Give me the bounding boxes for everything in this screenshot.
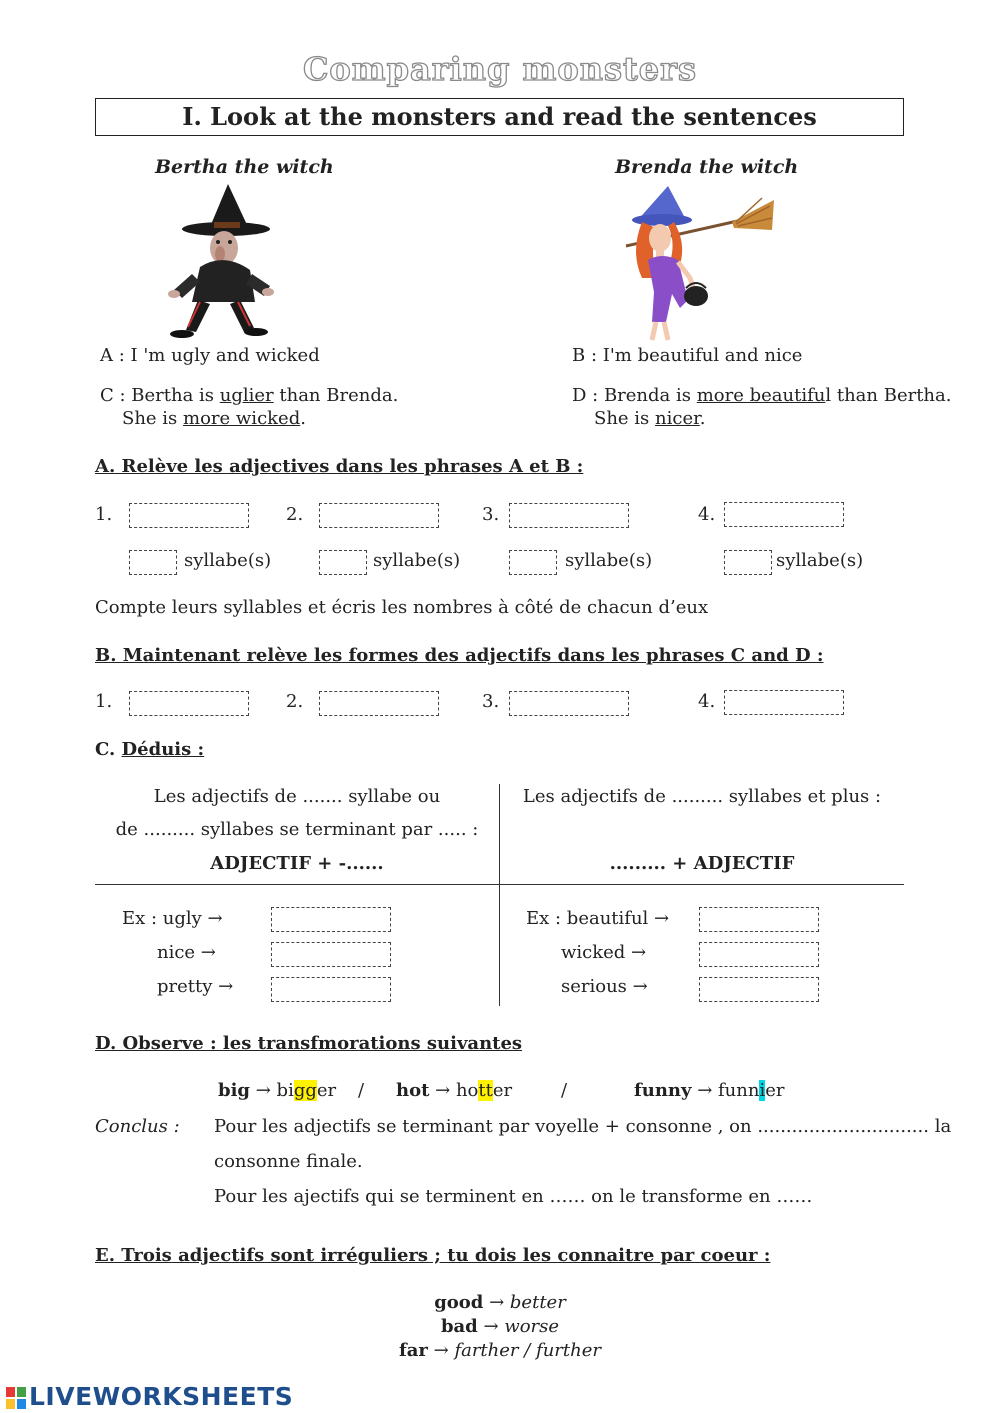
rule-right-formula: ......... + ADJECTIF bbox=[609, 853, 795, 874]
page-title: Comparing monsters bbox=[302, 50, 698, 88]
sentence-d: D : Brenda is more beautiful than Bertha. bbox=[572, 385, 952, 406]
answer-ugly[interactable] bbox=[271, 907, 391, 932]
syllable-count-2[interactable] bbox=[319, 550, 367, 575]
rule-left-line1: Les adjectifs de ....... syllabe ou bbox=[153, 786, 441, 807]
part-b-answer-2[interactable] bbox=[319, 691, 439, 716]
irregular-good: good → better bbox=[434, 1292, 566, 1313]
syllabe-label-2: syllabe(s) bbox=[373, 550, 461, 571]
rule-left-line2: de ......... syllabes se terminant par ..... : bbox=[115, 819, 479, 840]
part-a-number-4: 4. bbox=[698, 504, 716, 525]
part-b-number-3: 3. bbox=[482, 691, 500, 712]
answer-pretty[interactable] bbox=[271, 977, 391, 1002]
bertha-witch-illustration bbox=[160, 182, 280, 342]
irregular-bad: bad → worse bbox=[440, 1316, 560, 1337]
part-b-number-1: 1. bbox=[95, 691, 113, 712]
answer-serious[interactable] bbox=[699, 977, 819, 1002]
sentence-c: C : Bertha is uglier than Brenda. bbox=[100, 385, 399, 406]
brenda-witch-illustration bbox=[622, 182, 778, 342]
part-b-heading: B. Maintenant relève les formes des adjectifs dans les phrases C and D : bbox=[95, 645, 824, 666]
irregular-far: far → farther / further bbox=[399, 1340, 601, 1361]
separator-1: / bbox=[358, 1080, 365, 1101]
example-wicked: wicked → bbox=[561, 942, 647, 963]
part-b-number-2: 2. bbox=[286, 691, 304, 712]
part-d-heading: D. Observe : les transfmorations suivantes bbox=[95, 1033, 523, 1054]
part-b-answer-1[interactable] bbox=[129, 691, 249, 716]
syllabe-label-1: syllabe(s) bbox=[184, 550, 272, 571]
answer-beautiful[interactable] bbox=[699, 907, 819, 932]
example-serious: serious → bbox=[561, 976, 648, 997]
example-ugly: Ex : ugly → bbox=[122, 908, 223, 929]
transformation-hot: hot → hotter bbox=[396, 1080, 513, 1101]
part-b-number-4: 4. bbox=[698, 691, 716, 712]
transformation-funny: funny → funnier bbox=[634, 1080, 785, 1101]
rule-left-formula: ADJECTIF + -...... bbox=[210, 853, 384, 874]
part-a-number-3: 3. bbox=[482, 504, 500, 525]
conclus-line-1: Pour les adjectifs se terminant par voyelle + consonne , on .............................. la bbox=[214, 1116, 952, 1137]
part-a-answer-1[interactable] bbox=[129, 503, 249, 528]
sentence-a: A : I 'm ugly and wicked bbox=[100, 345, 320, 366]
conclus-label: Conclus : bbox=[95, 1116, 180, 1137]
separator-2: / bbox=[561, 1080, 568, 1101]
sentence-b: B : I'm beautiful and nice bbox=[572, 345, 803, 366]
brenda-name: Brenda the witch bbox=[615, 156, 799, 178]
part-a-instruction: Compte leurs syllables et écris les nombres à côté de chacun d’eux bbox=[95, 597, 709, 618]
part-b-answer-4[interactable] bbox=[724, 690, 844, 715]
conclus-line-2: consonne finale. bbox=[214, 1151, 363, 1172]
example-nice: nice → bbox=[157, 942, 216, 963]
part-a-number-2: 2. bbox=[286, 504, 304, 525]
part-b-answer-3[interactable] bbox=[509, 691, 629, 716]
part-a-answer-3[interactable] bbox=[509, 503, 629, 528]
transformation-big: big → bigger bbox=[218, 1080, 337, 1101]
conclus-line-3: Pour les ajectifs qui se terminent en …… on le transforme en …… bbox=[214, 1186, 813, 1207]
answer-nice[interactable] bbox=[271, 942, 391, 967]
part-a-heading: A. Relève les adjectives dans les phrases A et B : bbox=[95, 456, 584, 477]
part-a-answer-2[interactable] bbox=[319, 503, 439, 528]
part-a-answer-4[interactable] bbox=[724, 502, 844, 527]
rule-right-line1: Les adjectifs de ......... syllabes et plus : bbox=[522, 786, 882, 807]
answer-wicked[interactable] bbox=[699, 942, 819, 967]
part-c-heading: C. Déduis : bbox=[95, 739, 205, 760]
logo-blocks-icon bbox=[6, 1387, 26, 1409]
syllable-count-3[interactable] bbox=[509, 550, 557, 575]
table-divider-horizontal bbox=[95, 884, 904, 885]
part-a-number-1: 1. bbox=[95, 504, 113, 525]
syllabe-label-3: syllabe(s) bbox=[565, 550, 653, 571]
section-title: I. Look at the monsters and read the sentences bbox=[95, 98, 904, 136]
syllable-count-4[interactable] bbox=[724, 550, 772, 575]
part-e-heading: E. Trois adjectifs sont irréguliers ; tu dois les connaitre par coeur : bbox=[95, 1245, 771, 1266]
syllable-count-1[interactable] bbox=[129, 550, 177, 575]
syllabe-label-4: syllabe(s) bbox=[776, 550, 864, 571]
bertha-name: Bertha the witch bbox=[155, 156, 334, 178]
table-divider-vertical bbox=[499, 784, 500, 1006]
example-pretty: pretty → bbox=[157, 976, 234, 997]
example-beautiful: Ex : beautiful → bbox=[526, 908, 670, 929]
liveworksheets-logo[interactable]: LIVEWORKSHEETS bbox=[6, 1382, 293, 1411]
sentence-d2: She is nicer. bbox=[594, 408, 706, 429]
sentence-c2: She is more wicked. bbox=[122, 408, 306, 429]
